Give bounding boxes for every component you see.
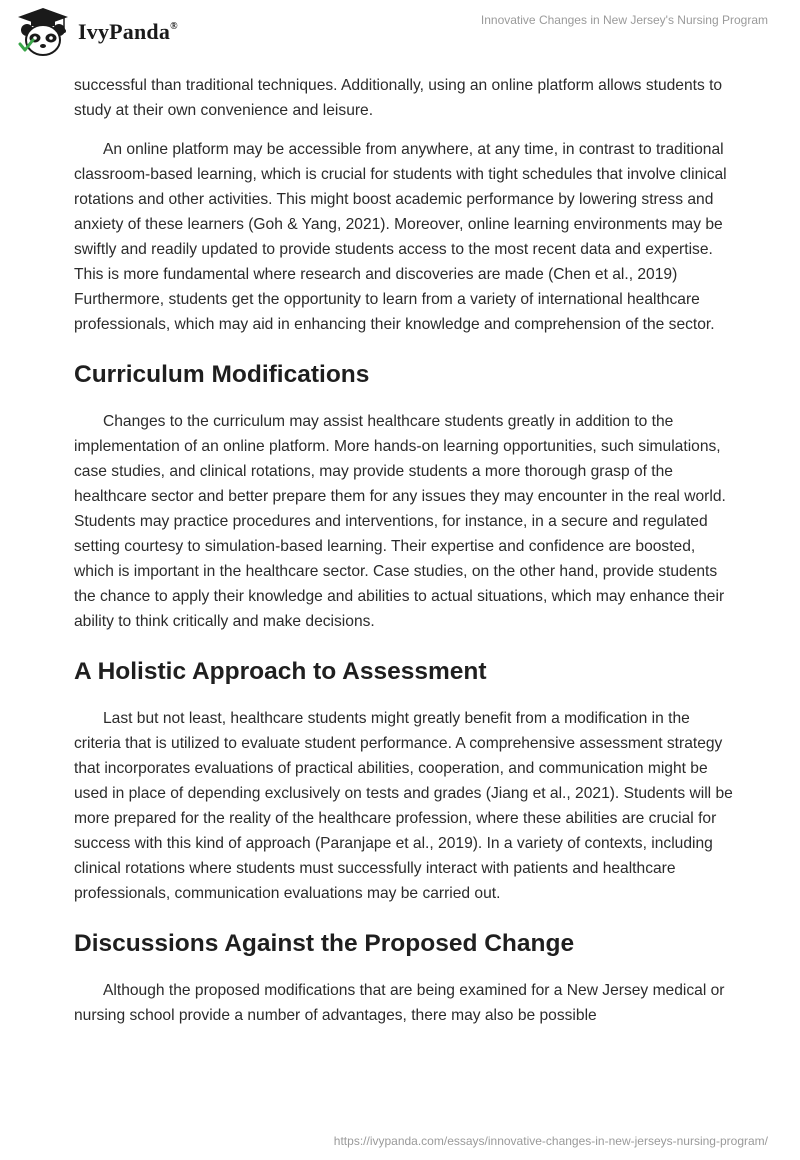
- page-header: [0, 0, 800, 70]
- brand-name: IvyPanda®: [78, 19, 178, 44]
- document-title: Innovative Changes in New Jersey's Nursing Program: [480, 13, 768, 27]
- article-body: [74, 73, 734, 1042]
- heading-curriculum-modifications: Curriculum Modifications: [74, 361, 370, 388]
- ivypanda-logo[interactable]: [14, 6, 178, 58]
- paragraph-discussions: Although the proposed modifications that are being examined for a New Jersey medical or nursing school provide a number of advantages, there may also be possible: [74, 982, 725, 1024]
- paragraph-assessment: Last but not least, healthcare students might greatly benefit from a modification in the criteria that is utilized to evaluate student performance. A comprehensive assessment strategy that incorporates evaluations of practical abilities, cooperation, and communication might be used in place of depending exclusively on tests and grades (Jiang et al., 2021). Students will be more prepared for the reality of the healthcare profession, where these abilities are crucial for success with this kind of approach (Paranjape et al., 2019). In a variety of contexts, including clinical rotations where students must successfully interact with patients and healthcare professionals, communication evaluations may be carried out.: [74, 710, 733, 902]
- paragraph-online-platform: An online platform may be accessible from anywhere, at any time, in contrast to traditional classroom-based learning, which is crucial for students with tight schedules that involve clinical rotations and other activities. This might boost academic performance by lowering stress and anxiety of these learners (Goh & Yang, 2021). Moreover, online learning environments may be swiftly and readily updated to provide students access to the most recent data and expertise. This is more fundamental where research and discoveries are made (Chen et al., 2019) Furthermore, students get the opportunity to learn from a variety of international healthcare professionals, which may aid in enhancing their knowledge and comprehension of the sector.: [74, 141, 727, 333]
- heading-holistic-assessment: A Holistic Approach to Assessment: [74, 658, 487, 685]
- source-url[interactable]: https://ivypanda.com/essays/innovative-changes-in-new-jerseys-nursing-program/: [333, 1134, 768, 1148]
- paragraph-curriculum: Changes to the curriculum may assist healthcare students greatly in addition to the implementation of an online platform. More hands-on learning opportunities, such simulations, case studies, and clinical rotations, may provide students a more thorough grasp of the healthcare sector and better prepare them for any issues they may encounter in the real world. Students may practice procedures and interventions, for instance, in a secure and regulated setting courtesy to simulation-based learning. Their expertise and confidence are boosted, which is important in the healthcare sector. Case studies, on the other hand, provide students the chance to apply their knowledge and abilities to actual situations, which may enhance their ability to think critically and make decisions.: [74, 413, 726, 630]
- panda-logo-icon: [14, 6, 72, 58]
- heading-discussions-against: Discussions Against the Proposed Change: [74, 930, 575, 957]
- paragraph-continued: successful than traditional techniques. Additionally, using an online platform allows students to study at their own convenience and leisure.: [74, 77, 723, 119]
